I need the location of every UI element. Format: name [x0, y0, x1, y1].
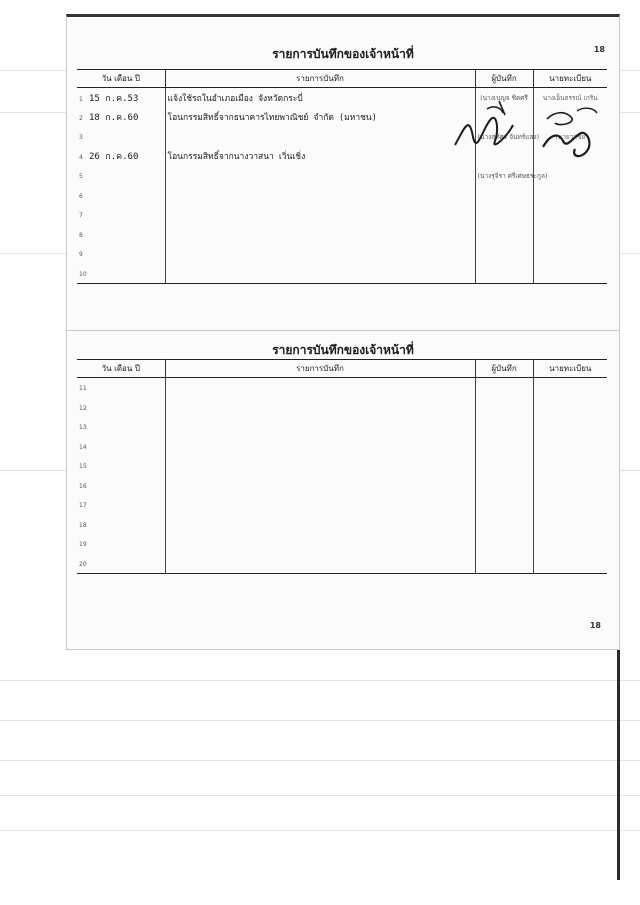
table-header	[77, 70, 607, 88]
table-row	[77, 398, 607, 418]
entry-text: โอนกรรมสิทธิ์จากนางวาสนา เวิ่นเชิ่ง	[165, 147, 475, 167]
row-number: 4	[79, 154, 83, 162]
table-row	[77, 456, 607, 476]
table-row	[77, 166, 607, 186]
table-row	[77, 264, 607, 284]
entry-date: 26 ก.ค.60	[89, 152, 139, 163]
recorder-name: (นางรุจิรา ศรีเศษธระกูล)	[475, 166, 533, 186]
row-number: 13	[79, 424, 87, 432]
col-recorder-header: ผู้บันทึก	[475, 70, 533, 88]
entry-text: แจ้งใช้รถในอำเภอเมือง จังหวัดกระบี่	[165, 88, 475, 108]
ledger-page-top	[66, 14, 620, 336]
entry-date: 18 ก.ค.60	[89, 113, 139, 124]
entry-text: โอนกรรมสิทธิ์จากธนาคารไทยพาณิชย์ จำกัด (มหาชน)	[165, 108, 475, 128]
page-title: รายการบันทึกของเจ้าหน้าที่	[272, 343, 414, 357]
table-row	[77, 108, 607, 128]
table-row	[77, 515, 607, 535]
recorder-name: (นางเบญจ ชิดศรี	[475, 88, 533, 108]
page-number: 18	[593, 45, 605, 54]
ledger-page-bottom	[66, 330, 620, 650]
registrar-name: นางเอ็นธรรณ์ เกริน	[533, 88, 607, 108]
table-row	[77, 205, 607, 225]
records-table	[77, 69, 607, 284]
table-row	[77, 476, 607, 496]
table-row	[77, 127, 607, 147]
row-number: 10	[79, 270, 87, 278]
row-number: 17	[79, 502, 87, 510]
row-number: 11	[79, 385, 87, 393]
row-number: 3	[79, 133, 83, 141]
records-table	[77, 359, 607, 574]
row-number: 5	[79, 172, 83, 180]
row-number: 8	[79, 231, 83, 239]
registrar-name: (นายวาชัย	[533, 127, 607, 147]
registrar-name	[533, 108, 607, 128]
col-registrar-header: นายทะเบียน	[533, 70, 607, 88]
scan-edge	[617, 640, 620, 880]
table-row	[77, 495, 607, 515]
col-date-header: วัน เดือน ปี	[77, 70, 165, 88]
registrar-name	[533, 147, 607, 167]
table-row	[77, 378, 607, 398]
row-number: 20	[79, 560, 87, 568]
table-row	[77, 244, 607, 264]
row-number: 2	[79, 115, 83, 123]
row-number: 7	[79, 212, 83, 220]
table-row	[77, 437, 607, 457]
page-number: 18	[589, 621, 601, 630]
col-registrar-header: นายทะเบียน	[533, 360, 607, 378]
row-number: 16	[79, 482, 87, 490]
recorder-name	[475, 147, 533, 167]
entry-text	[165, 127, 475, 147]
col-recorder-header: ผู้บันทึก	[475, 360, 533, 378]
row-number: 1	[79, 95, 83, 103]
col-entry-header: รายการบันทึก	[165, 360, 475, 378]
table-row	[77, 417, 607, 437]
table-row	[77, 534, 607, 554]
table-row	[77, 225, 607, 245]
row-number: 18	[79, 521, 87, 529]
recorder-name: (นางสุทัศร จันทร์แสง)	[475, 127, 533, 147]
table-header	[77, 360, 607, 378]
row-number: 12	[79, 404, 87, 412]
col-date-header: วัน เดือน ปี	[77, 360, 165, 378]
table-row	[77, 88, 607, 108]
row-number: 15	[79, 463, 87, 471]
entry-text	[165, 166, 475, 186]
row-number: 19	[79, 541, 87, 549]
col-entry-header: รายการบันทึก	[165, 70, 475, 88]
row-number: 14	[79, 443, 87, 451]
row-number: 9	[79, 251, 83, 259]
table-row	[77, 186, 607, 206]
page-title: รายการบันทึกของเจ้าหน้าที่	[272, 47, 414, 61]
table-row	[77, 554, 607, 574]
table-row	[77, 147, 607, 167]
entry-date: 15 ก.ค.53	[89, 93, 139, 104]
row-number: 6	[79, 192, 83, 200]
recorder-name	[475, 108, 533, 128]
